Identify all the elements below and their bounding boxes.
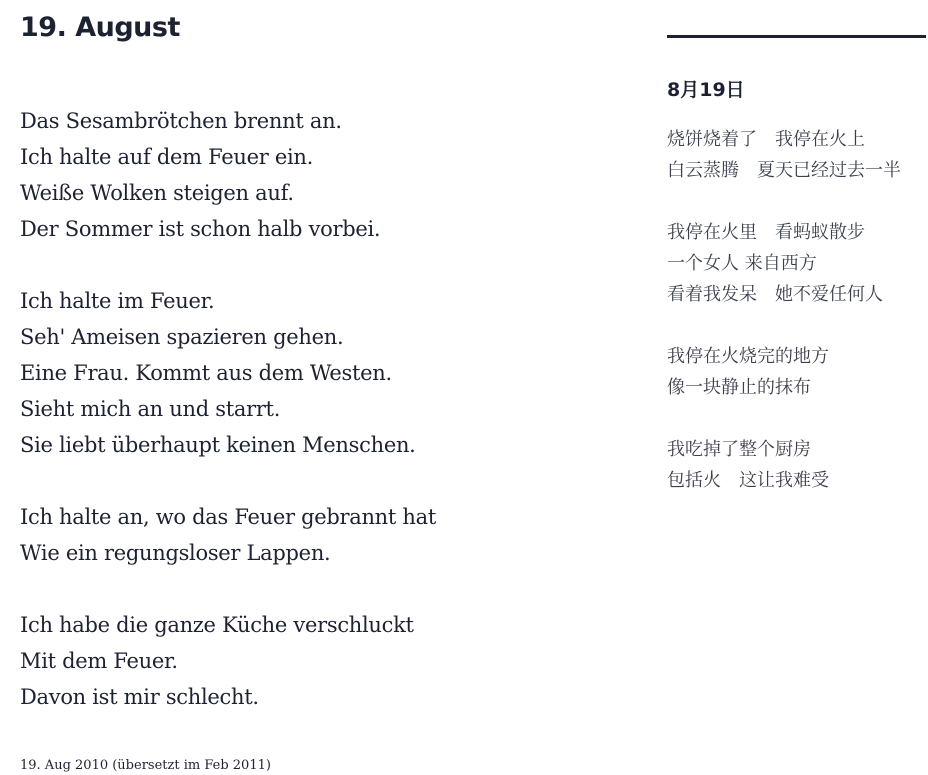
- poem-line: Eine Frau. Kommt aus dem Westen.: [20, 361, 392, 385]
- poem-line: Ich halte auf dem Feuer ein.: [20, 145, 313, 169]
- poem-line: Sieht mich an und starrt.: [20, 397, 281, 421]
- poem-line: 像一块静止的抹布: [667, 377, 811, 398]
- poem-stanza: [20, 103, 620, 247]
- page-title: 19. August: [20, 12, 180, 43]
- poem-line: Seh' Ameisen spazieren gehen.: [20, 325, 344, 349]
- poem-stanza: [667, 124, 926, 186]
- poem-line: Ich halte an, wo das Feuer gebrannt hat: [20, 505, 437, 529]
- poem-german: [20, 103, 620, 715]
- poem-stanza: [667, 434, 926, 496]
- poem-chinese: [667, 124, 926, 496]
- poem-line: 包括火 这让我难受: [667, 470, 829, 491]
- poem-stanza: [667, 341, 926, 403]
- poem-stanza: [20, 499, 620, 571]
- poem-line: Ich habe die ganze Küche verschluckt: [20, 613, 414, 637]
- poem-stanza: [20, 283, 620, 463]
- poem-line: 看着我发呆 她不爱任何人: [667, 284, 883, 305]
- poem-stanza: [667, 217, 926, 310]
- poem-stanza: [20, 607, 620, 715]
- original-poem-sidebar: [667, 35, 926, 527]
- poem-line: Wie ein regungsloser Lappen.: [20, 541, 331, 565]
- poem-line: 白云蒸腾 夏天已经过去一半: [667, 160, 901, 181]
- poem-line: 我吃掉了整个厨房: [667, 439, 811, 460]
- divider: [667, 35, 926, 38]
- poem-line: Davon ist mir schlecht.: [20, 685, 259, 709]
- poem-line: 烧饼烧着了 我停在火上: [667, 129, 865, 150]
- poem-line: Sie liebt überhaupt keinen Menschen.: [20, 433, 416, 457]
- poem-line: 一个女人 来自西方: [667, 253, 817, 274]
- poem-line: Der Sommer ist schon halb vorbei.: [20, 217, 381, 241]
- poem-line: 我停在火烧完的地方: [667, 346, 829, 367]
- poem-line: Ich halte im Feuer.: [20, 289, 215, 313]
- poem-date-note: 19. Aug 2010 (übersetzt im Feb 2011): [20, 758, 271, 773]
- poem-line: Mit dem Feuer.: [20, 649, 178, 673]
- poem-line: 我停在火里 看蚂蚁散步: [667, 222, 865, 243]
- original-title: 8月19日: [667, 79, 745, 101]
- poem-line: Das Sesambrötchen brennt an.: [20, 109, 342, 133]
- main-column: [20, 8, 620, 751]
- poem-line: Weiße Wolken steigen auf.: [20, 181, 294, 205]
